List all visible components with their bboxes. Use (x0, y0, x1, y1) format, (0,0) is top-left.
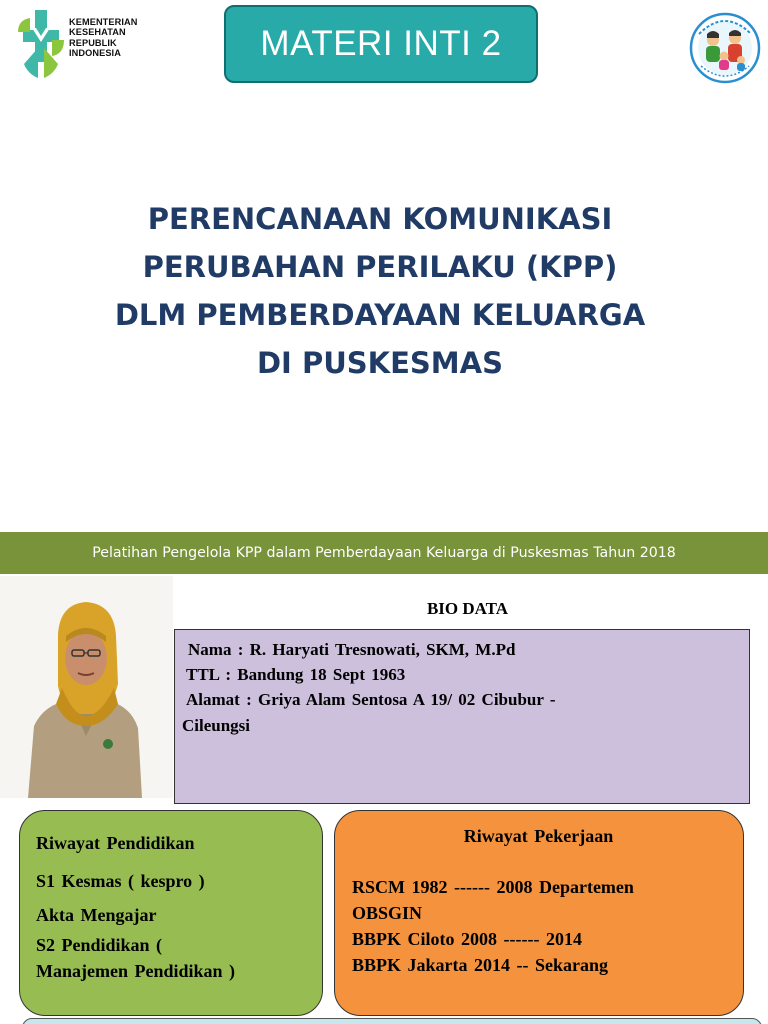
bio-data-heading: BIO DATA (426, 599, 509, 618)
title-line: PERENCANAAN KOMUNIKASI (147, 202, 613, 236)
work-item: RSCM 1982 ------ 2008 Departemen (352, 877, 634, 897)
training-banner (0, 532, 768, 574)
bio-data-box (174, 629, 750, 804)
bio-birth: TTL : Bandung 18 Sept 1963 (186, 665, 406, 684)
kemenkes-logo-text (69, 17, 159, 59)
materi-badge (224, 5, 538, 83)
logo-line: INDONESIA (69, 48, 121, 59)
kemenkes-emblem-icon (16, 8, 66, 82)
logo-line: REPUBLIK (69, 37, 117, 48)
title-line: PERUBAHAN PERILAKU (KPP) (142, 250, 618, 284)
materi-badge-label: MATERI INTI 2 (260, 24, 502, 63)
work-item: BBPK Jakarta 2014 -- Sekarang (352, 955, 609, 975)
education-title: Riwayat Pendidikan (36, 833, 195, 853)
banner-text: Pelatihan Pengelola KPP dalam Pemberdayaan Keluarga di Puskesmas Tahun 2018 (92, 545, 676, 561)
work-item: BBPK Ciloto 2008 ------ 2014 (352, 929, 582, 949)
education-item: Manajemen Pendidikan ) (36, 961, 236, 981)
profile-photo (0, 576, 173, 798)
work-item: OBSGIN (352, 903, 423, 923)
work-history-card (334, 810, 744, 1016)
kemenkes-logo (16, 8, 146, 82)
education-item: S2 Pendidikan ( (36, 935, 163, 955)
logo-line: KESEHATAN (69, 27, 126, 38)
main-title (60, 195, 700, 387)
education-item: S1 Kesmas ( kespro ) (36, 871, 205, 891)
bottom-card (22, 1018, 762, 1024)
bio-address: Alamat : Griya Alam Sentosa A 19/ 02 Cibubur - (186, 690, 556, 709)
logo-line: KEMENTERIAN (69, 17, 138, 27)
work-title: Riwayat Pekerjaan (463, 826, 614, 846)
bio-address-cont: Cileungsi (182, 716, 251, 735)
person-portrait-icon (0, 576, 173, 798)
title-line: DLM PEMBERDAYAAN KELUARGA (114, 298, 646, 332)
title-line: DI PUSKESMAS (256, 346, 503, 380)
education-item: Akta Mengajar (36, 905, 157, 925)
keluarga-sehat-logo-icon (689, 12, 761, 84)
education-card (19, 810, 323, 1016)
bio-name: Nama : R. Haryati Tresnowati, SKM, M.Pd (188, 640, 516, 659)
